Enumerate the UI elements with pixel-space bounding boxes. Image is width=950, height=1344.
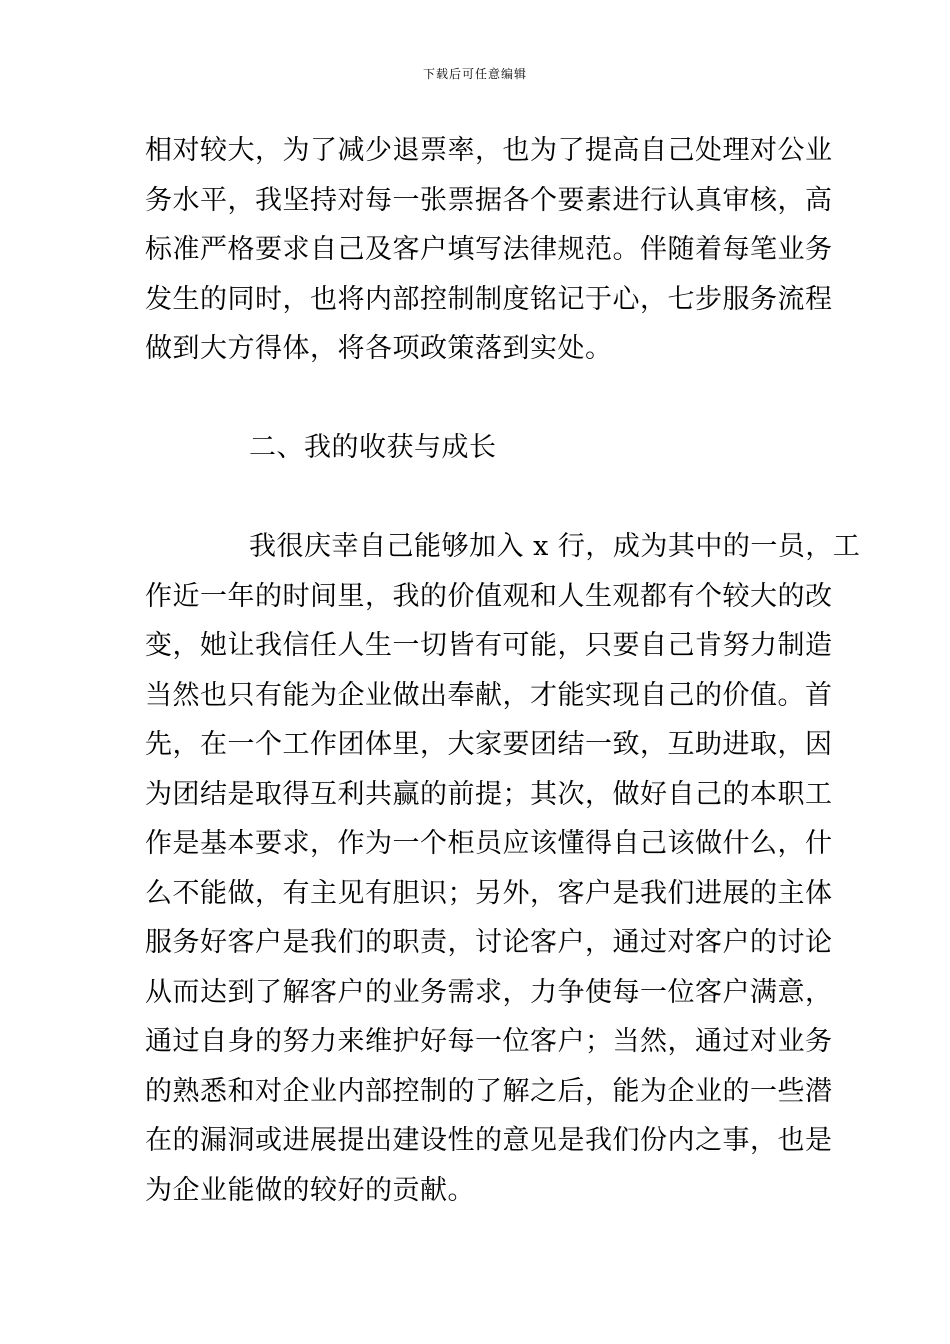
text-line: 相对较大，为了减少退票率，也为了提高自己处理对公业 [145, 135, 833, 166]
text-line: 服务好客户是我们的职责，讨论客户，通过对客户的讨论 [145, 927, 833, 958]
paragraph-2 [145, 522, 861, 1215]
document-body [145, 126, 861, 1215]
paragraph-spacer [145, 473, 807, 523]
text-line: 从而达到了解客户的业务需求，力争使每一位客户满意， [145, 976, 833, 1008]
text-line: 作是基本要求，作为一个柜员应该懂得自己该做什么，什 [145, 828, 833, 859]
text-line: 在的漏洞或进展提出建设性的意见是我们份内之事，也是 [145, 1125, 833, 1156]
text-line: 变，她让我信任人生一切皆有可能，只要自己肯努力制造 [145, 630, 833, 661]
text-line: 么不能做，有主见有胆识；另外，客户是我们进展的主体 [145, 877, 833, 909]
text-line: 先，在一个工作团体里，大家要团结一致，互助进取，因 [145, 729, 833, 760]
text-line: 标准严格要求自己及客户填写法律规范。伴随着每笔业务 [145, 234, 833, 265]
paragraph-spacer [145, 374, 807, 424]
text-line: 务水平，我坚持对每一张票据各个要素进行认真审核，高 [145, 184, 833, 216]
text-line: 我很庆幸自己能够加入 x 行，成为其中的一员，工 [249, 531, 861, 562]
text-line: 为企业能做的较好的贡献。 [145, 1174, 475, 1206]
text-line: 发生的同时，也将内部控制制度铭记于心，七步服务流程 [145, 283, 833, 315]
text-line: 的熟悉和对企业内部控制的了解之后，能为企业的一些潜 [145, 1075, 833, 1107]
text-line: 当然也只有能为企业做出奉献，才能实现自己的价值。首 [145, 679, 833, 711]
section-heading: 二、我的收获与成长 [249, 432, 497, 463]
page-header: 下载后可任意编辑 [422, 67, 527, 81]
text-line: 作近一年的时间里，我的价值观和人生观都有个较大的改 [145, 580, 833, 612]
text-line: 做到大方得体，将各项政策落到实处。 [145, 333, 613, 364]
text-line: 为团结是取得互利共赢的前提；其次，做好自己的本职工 [145, 778, 833, 810]
paragraph-1 [145, 126, 833, 374]
text-line: 通过自身的努力来维护好每一位客户；当然，通过对业务 [145, 1026, 833, 1057]
